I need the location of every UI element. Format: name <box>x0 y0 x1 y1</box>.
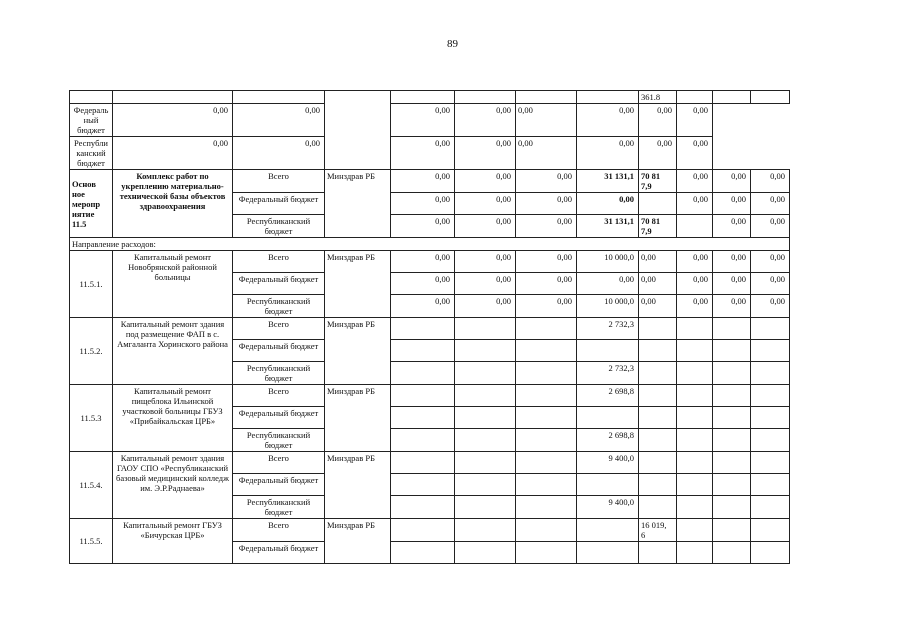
amount-cell: 0,00 <box>677 273 713 295</box>
funding-source-cell: Всего <box>233 170 325 193</box>
responsible-cell: Минздрав РБ <box>325 170 391 238</box>
funding-source-cell: Республиканский бюджет <box>233 215 325 238</box>
amount-cell: 0,00 <box>455 137 516 170</box>
amount-cell <box>639 407 677 429</box>
funding-source-cell: Федеральный бюджет <box>233 273 325 295</box>
amount-cell <box>455 407 516 429</box>
amount-cell <box>391 496 455 519</box>
amount-cell <box>391 318 455 340</box>
amount-cell <box>677 340 713 362</box>
amount-cell <box>516 496 577 519</box>
funding-source-cell: Федеральный бюджет <box>233 193 325 215</box>
amount-cell: 0,00 <box>516 104 577 137</box>
table-row <box>70 452 790 474</box>
amount-cell <box>455 496 516 519</box>
funding-source-cell: Всего <box>233 251 325 273</box>
amount-cell <box>639 362 677 385</box>
table-row <box>70 251 790 273</box>
amount-cell <box>677 496 713 519</box>
amount-cell: 9 400,0 <box>577 496 639 519</box>
funding-source-cell: Всего <box>233 452 325 474</box>
amount-cell <box>516 407 577 429</box>
responsible-cell <box>325 91 391 170</box>
amount-cell <box>455 519 516 542</box>
amount-cell: 31 131,1 <box>577 170 639 193</box>
amount-cell: 0,00 <box>577 193 639 215</box>
amount-cell <box>639 452 677 474</box>
amount-cell <box>639 340 677 362</box>
amount-cell: 70 81 7,9 <box>639 170 677 193</box>
amount-cell <box>713 407 751 429</box>
amount-cell: 0,00 <box>639 137 677 170</box>
amount-cell: 0,00 <box>391 170 455 193</box>
section-heading: Направление расходов: <box>70 238 790 251</box>
amount-cell: 0,00 <box>639 273 677 295</box>
amount-cell <box>751 91 790 104</box>
amount-cell: 0,00 <box>516 273 577 295</box>
amount-cell: 0,00 <box>639 251 677 273</box>
amount-cell <box>713 542 751 564</box>
amount-cell <box>391 519 455 542</box>
amount-cell: 0,00 <box>516 251 577 273</box>
table-row <box>70 137 790 170</box>
amount-cell: 10 000,0 <box>577 295 639 318</box>
amount-cell: 0,00 <box>455 251 516 273</box>
amount-cell <box>455 385 516 407</box>
amount-cell: 0,00 <box>677 295 713 318</box>
amount-cell <box>639 474 677 496</box>
amount-cell: 31 131,1 <box>577 215 639 238</box>
amount-cell <box>713 91 751 104</box>
amount-cell: 0,00 <box>455 193 516 215</box>
funding-source-cell: Всего <box>233 318 325 340</box>
amount-cell <box>751 362 790 385</box>
amount-cell <box>391 407 455 429</box>
amount-cell: 0,00 <box>516 295 577 318</box>
table-body <box>70 91 790 564</box>
amount-cell <box>639 542 677 564</box>
amount-cell <box>751 474 790 496</box>
amount-cell: 2 698,8 <box>577 429 639 452</box>
amount-cell <box>391 340 455 362</box>
item-description-cell: Капитальный ремонт ГБУЗ «Бичурская ЦРБ» <box>113 519 233 564</box>
amount-cell <box>455 362 516 385</box>
amount-cell <box>677 385 713 407</box>
amount-cell: 0,00 <box>391 273 455 295</box>
amount-cell: 0,00 <box>677 251 713 273</box>
amount-cell <box>577 542 639 564</box>
responsible-cell: Минздрав РБ <box>325 452 391 519</box>
amount-cell: 0,00 <box>516 193 577 215</box>
item-number-cell: 11.5.3 <box>70 385 113 452</box>
amount-cell: 0,00 <box>113 104 233 137</box>
amount-cell <box>751 318 790 340</box>
funding-source-cell: Республиканский бюджет <box>233 362 325 385</box>
amount-cell: 10 000,0 <box>577 251 639 273</box>
amount-cell: 0,00 <box>455 170 516 193</box>
amount-cell: 0,00 <box>233 104 325 137</box>
amount-cell <box>751 385 790 407</box>
item-description-cell: Комплекс работ по укреплению материально-технической базы объектов здравоохранения <box>113 170 233 238</box>
amount-cell <box>751 452 790 474</box>
amount-cell: 0,00 <box>391 137 455 170</box>
amount-cell: 0,00 <box>391 251 455 273</box>
amount-cell <box>751 542 790 564</box>
amount-cell <box>516 91 577 104</box>
item-number-cell: 11.5.5. <box>70 519 113 564</box>
table-row <box>70 519 790 542</box>
funding-source-cell: Республиканский бюджет <box>233 496 325 519</box>
amount-cell <box>516 385 577 407</box>
table-row <box>70 385 790 407</box>
amount-cell <box>391 542 455 564</box>
amount-cell: 70 81 7,9 <box>639 215 677 238</box>
amount-cell: 0,00 <box>516 170 577 193</box>
amount-cell <box>639 496 677 519</box>
amount-cell <box>713 340 751 362</box>
amount-cell <box>391 385 455 407</box>
amount-cell <box>751 519 790 542</box>
amount-cell: 2 732,3 <box>577 318 639 340</box>
amount-cell: 0,00 <box>639 295 677 318</box>
amount-cell: 0,00 <box>713 193 751 215</box>
item-number-cell: 11.5.4. <box>70 452 113 519</box>
amount-cell <box>455 542 516 564</box>
amount-cell: 0,00 <box>233 137 325 170</box>
item-description-cell: Капитальный ремонт пищеблока Ильинской участковой больницы ГБУЗ «Прибайкальская ЦРБ» <box>113 385 233 452</box>
amount-cell <box>455 474 516 496</box>
amount-cell <box>713 474 751 496</box>
amount-cell <box>455 452 516 474</box>
table-row <box>70 104 790 137</box>
funding-source-cell: Федеральный бюджет <box>70 104 113 137</box>
amount-cell: 0,00 <box>751 193 790 215</box>
amount-cell <box>455 318 516 340</box>
funding-source-cell: Всего <box>233 385 325 407</box>
amount-cell <box>713 318 751 340</box>
table-row <box>70 238 790 251</box>
amount-cell <box>455 340 516 362</box>
amount-cell: 2 698,8 <box>577 385 639 407</box>
amount-cell: 0,00 <box>516 215 577 238</box>
amount-cell <box>639 318 677 340</box>
amount-cell: 16 019, 6 <box>639 519 677 542</box>
table-row <box>70 91 790 104</box>
amount-cell <box>751 407 790 429</box>
amount-cell <box>713 496 751 519</box>
item-description-cell: Капитальный ремонт Новобрянской районной больницы <box>113 251 233 318</box>
amount-cell <box>516 519 577 542</box>
amount-cell <box>391 362 455 385</box>
amount-cell <box>677 407 713 429</box>
amount-cell <box>455 429 516 452</box>
funding-source-cell: Федеральный бюджет <box>233 340 325 362</box>
amount-cell <box>751 340 790 362</box>
amount-cell <box>677 474 713 496</box>
amount-cell <box>516 340 577 362</box>
amount-cell <box>516 318 577 340</box>
amount-cell <box>677 362 713 385</box>
item-number-cell: 11.5.2. <box>70 318 113 385</box>
amount-cell <box>577 474 639 496</box>
amount-cell <box>391 91 455 104</box>
amount-cell: 0,00 <box>677 137 713 170</box>
amount-cell: 0,00 <box>455 295 516 318</box>
amount-cell: 0,00 <box>677 170 713 193</box>
table-row <box>70 318 790 340</box>
amount-cell <box>639 429 677 452</box>
amount-cell <box>713 452 751 474</box>
amount-cell: 0,00 <box>713 251 751 273</box>
amount-cell <box>391 474 455 496</box>
amount-cell <box>677 452 713 474</box>
amount-cell: 0,00 <box>391 215 455 238</box>
amount-cell: 0,00 <box>455 215 516 238</box>
amount-cell <box>677 542 713 564</box>
amount-cell <box>677 429 713 452</box>
amount-cell <box>577 407 639 429</box>
item-number-cell: 11.5.1. <box>70 251 113 318</box>
amount-cell <box>516 542 577 564</box>
funding-source-cell <box>233 91 325 104</box>
amount-cell: 0,00 <box>713 170 751 193</box>
amount-cell: 0,00 <box>751 170 790 193</box>
amount-cell: 0,00 <box>751 295 790 318</box>
amount-cell <box>391 452 455 474</box>
amount-cell <box>516 362 577 385</box>
amount-cell <box>677 519 713 542</box>
item-description-cell: Капитальный ремонт здания ГАОУ СПО «Республиканский базовый медицинский колледж им. Э.Р.Раднаева» <box>113 452 233 519</box>
amount-cell: 361.8 <box>639 91 677 104</box>
amount-cell: 2 732,3 <box>577 362 639 385</box>
item-number-cell <box>70 91 113 104</box>
amount-cell: 0,00 <box>391 104 455 137</box>
responsible-cell: Минздрав РБ <box>325 519 391 564</box>
amount-cell <box>677 91 713 104</box>
item-description-cell <box>113 91 233 104</box>
amount-cell <box>516 474 577 496</box>
amount-cell: 0,00 <box>577 273 639 295</box>
amount-cell <box>713 362 751 385</box>
budget-table <box>69 90 790 564</box>
amount-cell: 0,00 <box>577 137 639 170</box>
responsible-cell: Минздрав РБ <box>325 385 391 452</box>
amount-cell: 0,00 <box>455 104 516 137</box>
amount-cell: 0,00 <box>713 215 751 238</box>
amount-cell: 0,00 <box>751 251 790 273</box>
amount-cell: 0,00 <box>713 295 751 318</box>
amount-cell: 0,00 <box>577 104 639 137</box>
amount-cell <box>639 193 677 215</box>
amount-cell: 0,00 <box>516 137 577 170</box>
funding-source-cell: Федеральный бюджет <box>233 542 325 564</box>
amount-cell <box>713 429 751 452</box>
amount-cell <box>391 429 455 452</box>
amount-cell: 0,00 <box>751 273 790 295</box>
amount-cell <box>516 452 577 474</box>
funding-source-cell: Республиканский бюджет <box>70 137 113 170</box>
amount-cell <box>455 91 516 104</box>
amount-cell: 0,00 <box>639 104 677 137</box>
funding-source-cell: Республиканский бюджет <box>233 429 325 452</box>
amount-cell <box>516 429 577 452</box>
table-row <box>70 170 790 193</box>
responsible-cell: Минздрав РБ <box>325 318 391 385</box>
amount-cell <box>751 429 790 452</box>
responsible-cell: Минздрав РБ <box>325 251 391 318</box>
amount-cell: 0,00 <box>391 193 455 215</box>
amount-cell <box>577 91 639 104</box>
amount-cell: 0,00 <box>677 193 713 215</box>
funding-source-cell: Федеральный бюджет <box>233 407 325 429</box>
funding-source-cell: Всего <box>233 519 325 542</box>
amount-cell: 9 400,0 <box>577 452 639 474</box>
amount-cell: 0,00 <box>713 273 751 295</box>
amount-cell <box>751 496 790 519</box>
amount-cell: 0,00 <box>455 273 516 295</box>
amount-cell: 0,00 <box>113 137 233 170</box>
funding-source-cell: Республиканский бюджет <box>233 295 325 318</box>
amount-cell <box>677 318 713 340</box>
funding-source-cell: Федеральный бюджет <box>233 474 325 496</box>
item-description-cell: Капитальный ремонт здания под размещение ФАП в с. Амгаланта Хоринского района <box>113 318 233 385</box>
amount-cell <box>677 215 713 238</box>
page-number: 89 <box>447 38 458 50</box>
amount-cell <box>713 519 751 542</box>
amount-cell: 0,00 <box>751 215 790 238</box>
amount-cell <box>577 519 639 542</box>
amount-cell: 0,00 <box>677 104 713 137</box>
item-number-cell: Основ ное меропр иятие 11.5 <box>70 170 113 238</box>
amount-cell: 0,00 <box>391 295 455 318</box>
amount-cell <box>577 340 639 362</box>
amount-cell <box>713 385 751 407</box>
amount-cell <box>639 385 677 407</box>
